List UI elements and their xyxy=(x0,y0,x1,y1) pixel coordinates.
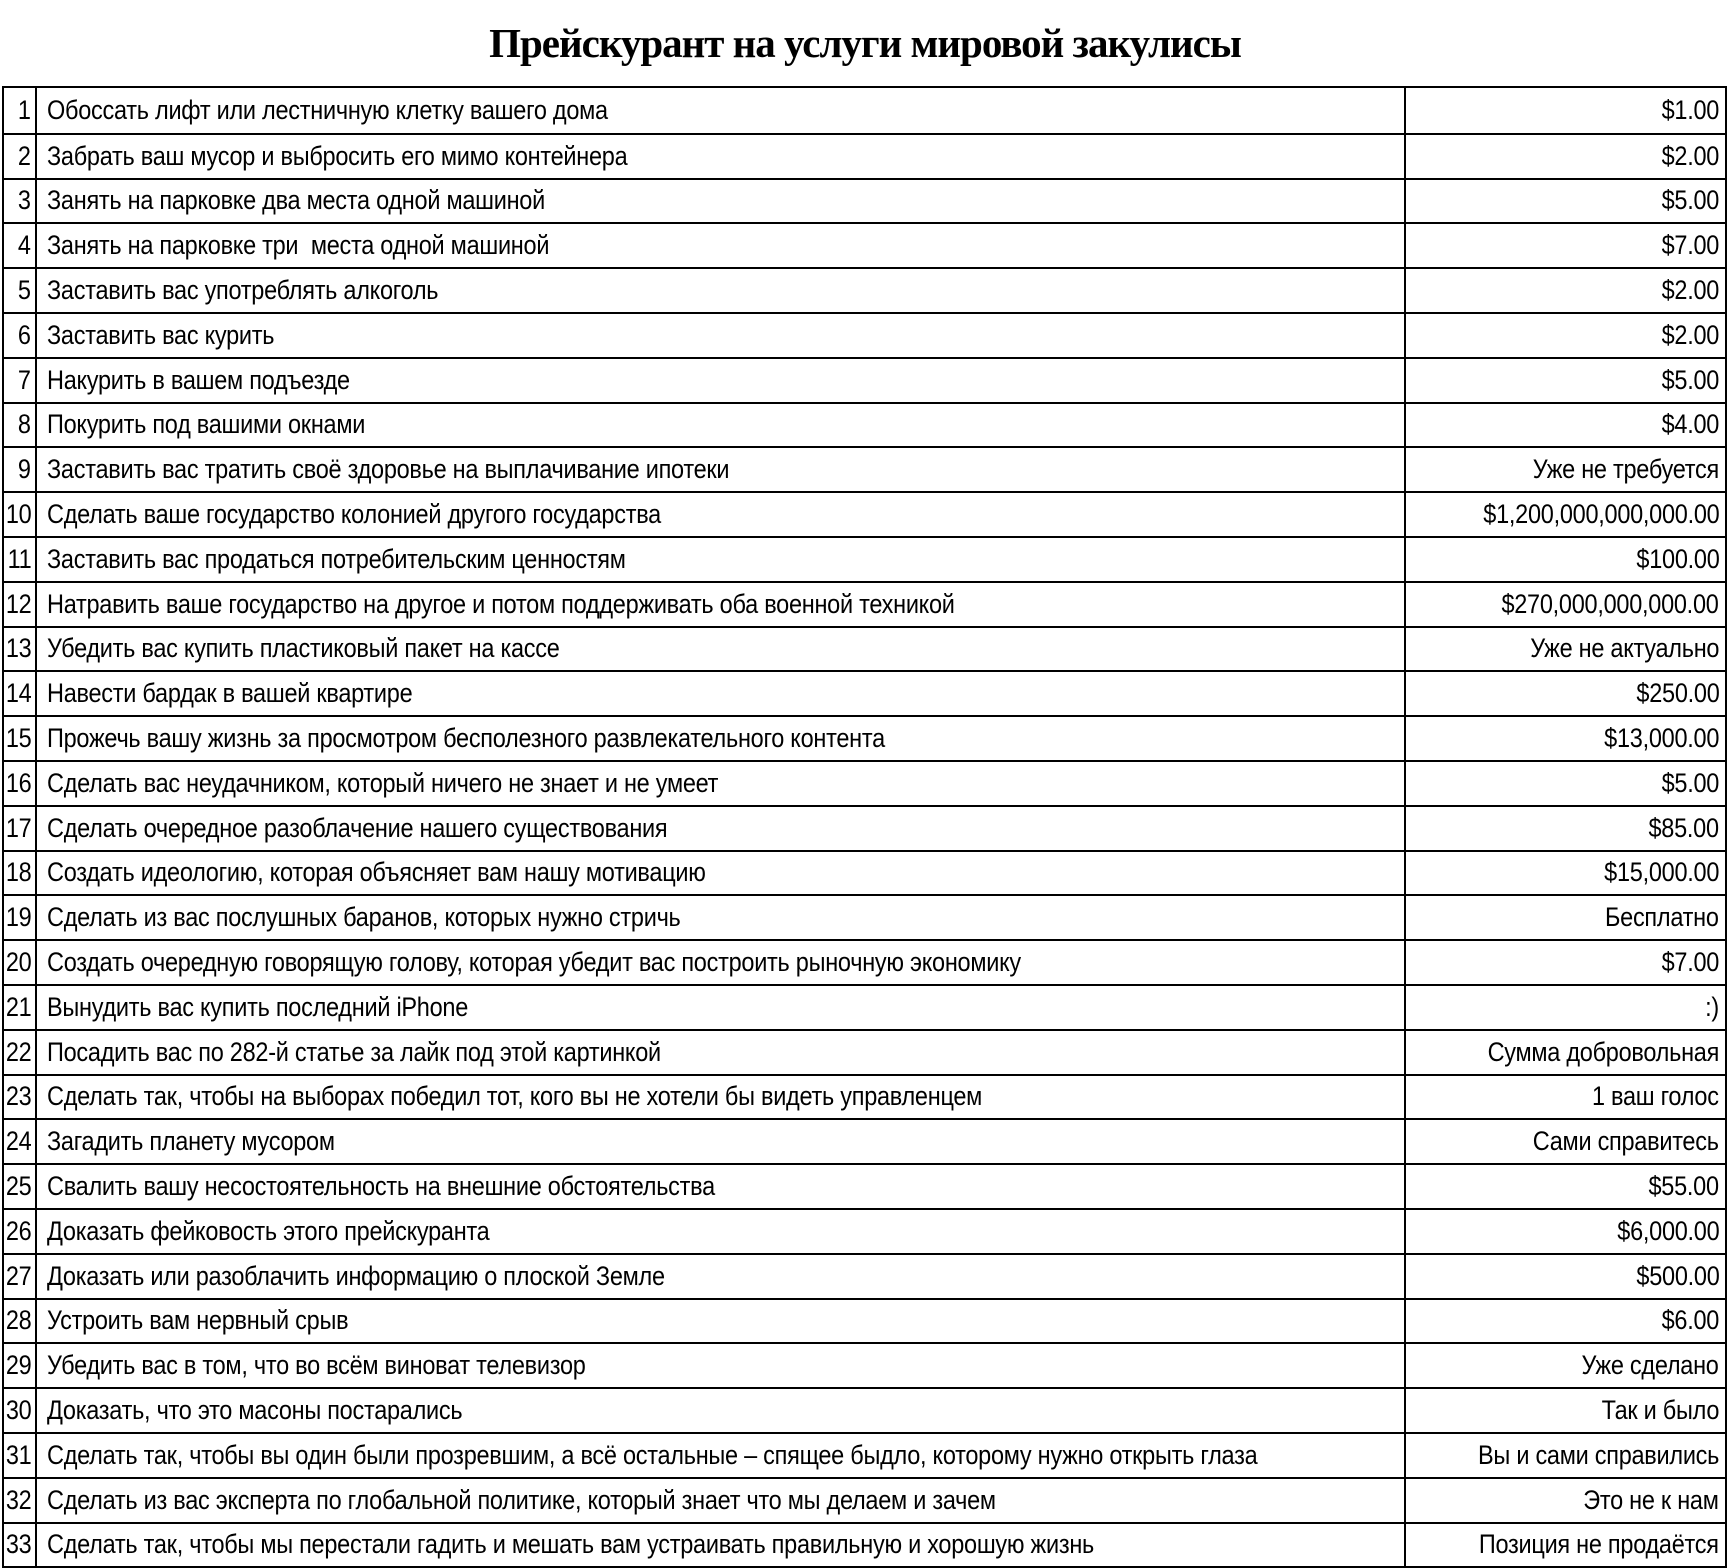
price-cell xyxy=(1406,1300,1725,1343)
price-cell xyxy=(1406,583,1725,626)
row-number-cell xyxy=(4,180,37,223)
service-price: $2.00 xyxy=(1661,140,1719,171)
service-cell xyxy=(37,493,1406,536)
table-row xyxy=(4,760,1725,805)
price-cell xyxy=(1406,224,1725,267)
service-price: $7.00 xyxy=(1661,947,1719,978)
row-number-cell xyxy=(4,941,37,984)
row-number: 32 xyxy=(5,1484,31,1515)
service-cell xyxy=(37,180,1406,223)
service-description: Занять на парковке три места одной машиной xyxy=(47,230,550,261)
title-bar xyxy=(0,0,1730,86)
service-cell xyxy=(37,135,1406,178)
row-number: 33 xyxy=(5,1529,31,1560)
row-number-cell xyxy=(4,224,37,267)
service-description: Заставить вас тратить своё здоровье на выплачивание ипотеки xyxy=(47,454,730,485)
service-cell xyxy=(37,1434,1406,1477)
service-price: Уже не требуется xyxy=(1532,454,1719,485)
service-description: Заставить вас употреблять алкоголь xyxy=(47,275,439,306)
service-cell xyxy=(37,1210,1406,1253)
table-row xyxy=(4,1029,1725,1074)
price-cell xyxy=(1406,807,1725,850)
row-number: 23 xyxy=(5,1081,31,1112)
price-cell xyxy=(1406,314,1725,357)
price-cell xyxy=(1406,538,1725,581)
service-price: $7.00 xyxy=(1661,230,1719,261)
row-number: 4 xyxy=(18,230,31,261)
row-number: 13 xyxy=(5,633,31,664)
service-price: $5.00 xyxy=(1661,185,1719,216)
service-description: Доказать или разоблачить информацию о плоской Земле xyxy=(47,1260,665,1291)
service-cell xyxy=(37,1524,1406,1567)
row-number-cell xyxy=(4,135,37,178)
row-number-cell xyxy=(4,88,37,133)
row-number-cell xyxy=(4,1344,37,1387)
table-row xyxy=(4,536,1725,581)
row-number: 28 xyxy=(5,1305,31,1336)
service-description: Навести бардак в вашей квартире xyxy=(47,678,413,709)
price-cell xyxy=(1406,717,1725,760)
service-price: Позиция не продаётся xyxy=(1479,1529,1719,1560)
service-cell xyxy=(37,448,1406,491)
table-row xyxy=(4,1208,1725,1253)
row-number: 18 xyxy=(5,857,31,888)
row-number-cell xyxy=(4,404,37,447)
row-number-cell xyxy=(4,1255,37,1298)
service-price: :) xyxy=(1705,991,1719,1022)
service-cell xyxy=(37,807,1406,850)
service-cell xyxy=(37,583,1406,626)
table-row xyxy=(4,1163,1725,1208)
service-price: Уже не актуально xyxy=(1530,633,1719,664)
price-cell xyxy=(1406,359,1725,402)
service-cell xyxy=(37,359,1406,402)
service-cell xyxy=(37,314,1406,357)
row-number: 6 xyxy=(18,319,31,350)
row-number: 2 xyxy=(18,140,31,171)
service-description: Свалить вашу несостоятельность на внешние обстоятельства xyxy=(47,1171,715,1202)
service-cell xyxy=(37,1389,1406,1432)
service-description: Прожечь вашу жизнь за просмотром бесполезного развлекательного контента xyxy=(47,723,885,754)
row-number: 11 xyxy=(7,543,31,574)
service-cell xyxy=(37,762,1406,805)
row-number-cell xyxy=(4,1524,37,1567)
row-number-cell xyxy=(4,359,37,402)
row-number-cell xyxy=(4,1031,37,1074)
price-cell xyxy=(1406,1389,1725,1432)
service-description: Убедить вас купить пластиковый пакет на кассе xyxy=(47,633,560,664)
row-number: 14 xyxy=(5,678,31,709)
table-row xyxy=(4,805,1725,850)
row-number: 5 xyxy=(18,275,31,306)
row-number: 8 xyxy=(18,409,31,440)
service-description: Сделать из вас послушных баранов, которых нужно стричь xyxy=(47,902,681,933)
row-number: 19 xyxy=(5,902,31,933)
table-row xyxy=(4,670,1725,715)
row-number-cell xyxy=(4,1076,37,1119)
row-number: 16 xyxy=(5,767,31,798)
service-cell xyxy=(37,1165,1406,1208)
row-number: 17 xyxy=(5,812,31,843)
service-price: Сами справитесь xyxy=(1533,1126,1719,1157)
service-description: Доказать фейковость этого прейскуранта xyxy=(47,1215,490,1246)
row-number: 7 xyxy=(18,364,31,395)
price-cell xyxy=(1406,1165,1725,1208)
row-number: 9 xyxy=(18,454,31,485)
service-cell xyxy=(37,1300,1406,1343)
price-table xyxy=(2,86,1727,1568)
service-price: $4.00 xyxy=(1661,409,1719,440)
service-description: Накурить в вашем подъезде xyxy=(47,364,350,395)
row-number: 24 xyxy=(5,1126,31,1157)
row-number: 21 xyxy=(5,991,31,1022)
table-row xyxy=(4,402,1725,447)
table-row xyxy=(4,222,1725,267)
service-price: $6,000.00 xyxy=(1616,1215,1719,1246)
price-cell xyxy=(1406,1344,1725,1387)
service-price: $2.00 xyxy=(1661,319,1719,350)
service-cell xyxy=(37,717,1406,760)
service-cell xyxy=(37,1479,1406,1522)
row-number-cell xyxy=(4,1210,37,1253)
table-row xyxy=(4,1253,1725,1298)
service-price: $85.00 xyxy=(1648,812,1719,843)
row-number: 10 xyxy=(5,499,31,530)
service-cell xyxy=(37,538,1406,581)
table-row xyxy=(4,491,1725,536)
table-row xyxy=(4,939,1725,984)
row-number: 30 xyxy=(5,1395,31,1425)
row-number-cell xyxy=(4,1165,37,1208)
service-price: $250.00 xyxy=(1635,678,1719,709)
service-description: Сделать очередное разоблачение нашего существования xyxy=(47,812,668,843)
service-description: Посадить вас по 282-й статье за лайк под этой картинкой xyxy=(47,1036,661,1067)
service-description: Заставить вас курить xyxy=(47,319,275,350)
service-description: Сделать так, чтобы мы перестали гадить и мешать вам устраивать правильную и хорошую жизнь xyxy=(47,1529,1095,1560)
service-cell xyxy=(37,269,1406,312)
row-number-cell xyxy=(4,314,37,357)
price-cell xyxy=(1406,135,1725,178)
table-row xyxy=(4,715,1725,760)
row-number-cell xyxy=(4,852,37,895)
price-cell xyxy=(1406,493,1725,536)
service-price: Вы и сами справились xyxy=(1477,1439,1719,1470)
price-cell xyxy=(1406,852,1725,895)
row-number-cell xyxy=(4,807,37,850)
service-description: Вынудить вас купить последний iPhone xyxy=(47,991,469,1022)
table-row xyxy=(4,267,1725,312)
price-cell xyxy=(1406,1524,1725,1567)
row-number: 22 xyxy=(5,1036,31,1067)
price-cell xyxy=(1406,1210,1725,1253)
table-row xyxy=(4,178,1725,223)
table-row xyxy=(4,446,1725,491)
service-price: $55.00 xyxy=(1648,1171,1719,1202)
service-description: Покурить под вашими окнами xyxy=(47,409,366,440)
row-number-cell xyxy=(4,717,37,760)
table-row xyxy=(4,1432,1725,1477)
table-row xyxy=(4,1118,1725,1163)
table-row xyxy=(4,894,1725,939)
service-price: $13,000.00 xyxy=(1604,723,1719,754)
price-cell xyxy=(1406,941,1725,984)
row-number-cell xyxy=(4,448,37,491)
page-title: Прейскурант на услуги мировой закулисы xyxy=(489,20,1241,66)
service-price: $6.00 xyxy=(1661,1305,1719,1336)
row-number: 27 xyxy=(5,1260,31,1291)
service-description: Доказать, что это масоны постарались xyxy=(47,1395,463,1425)
table-row xyxy=(4,88,1725,133)
table-row xyxy=(4,1522,1725,1567)
table-row xyxy=(4,133,1725,178)
price-cell xyxy=(1406,896,1725,939)
table-row xyxy=(4,1342,1725,1387)
price-cell xyxy=(1406,1255,1725,1298)
row-number-cell xyxy=(4,1434,37,1477)
price-cell xyxy=(1406,448,1725,491)
service-description: Загадить планету мусором xyxy=(47,1126,335,1157)
row-number-cell xyxy=(4,583,37,626)
row-number-cell xyxy=(4,538,37,581)
price-cell xyxy=(1406,762,1725,805)
table-row xyxy=(4,1387,1725,1432)
table-row xyxy=(4,357,1725,402)
service-description: Устроить вам нервный срыв xyxy=(47,1305,349,1336)
service-price: 1 ваш голос xyxy=(1592,1081,1719,1112)
price-cell xyxy=(1406,986,1725,1029)
service-cell xyxy=(37,88,1406,133)
row-number-cell xyxy=(4,1120,37,1163)
price-cell xyxy=(1406,1434,1725,1477)
row-number-cell xyxy=(4,628,37,671)
table-row xyxy=(4,626,1725,671)
service-cell xyxy=(37,1076,1406,1119)
row-number: 26 xyxy=(5,1215,31,1246)
row-number-cell xyxy=(4,493,37,536)
service-price: Бесплатно xyxy=(1605,902,1719,933)
service-price: Сумма добровольная xyxy=(1487,1036,1719,1067)
price-cell xyxy=(1406,1076,1725,1119)
service-cell xyxy=(37,404,1406,447)
service-price: $1,200,000,000,000.00 xyxy=(1482,499,1719,530)
service-cell xyxy=(37,672,1406,715)
service-price: $1.00 xyxy=(1661,94,1719,125)
row-number-cell xyxy=(4,762,37,805)
table-row xyxy=(4,850,1725,895)
service-cell xyxy=(37,628,1406,671)
service-price: $2.00 xyxy=(1661,275,1719,306)
service-cell xyxy=(37,896,1406,939)
row-number-cell xyxy=(4,986,37,1029)
service-price: Так и было xyxy=(1601,1395,1719,1425)
service-cell xyxy=(37,986,1406,1029)
service-price: $15,000.00 xyxy=(1604,857,1719,888)
service-description: Убедить вас в том, что во всём виноват телевизор xyxy=(47,1350,586,1381)
table-row xyxy=(4,984,1725,1029)
service-cell xyxy=(37,224,1406,267)
price-cell xyxy=(1406,628,1725,671)
service-cell xyxy=(37,941,1406,984)
row-number-cell xyxy=(4,1389,37,1432)
service-description: Натравить ваше государство на другое и потом поддерживать оба военной техникой xyxy=(47,588,955,619)
service-description: Обоссать лифт или лестничную клетку вашего дома xyxy=(47,94,608,125)
price-cell xyxy=(1406,1031,1725,1074)
row-number-cell xyxy=(4,269,37,312)
table-row xyxy=(4,581,1725,626)
service-description: Забрать ваш мусор и выбросить его мимо контейнера xyxy=(47,140,628,171)
service-cell xyxy=(37,1255,1406,1298)
service-description: Создать идеологию, которая объясняет вам нашу мотивацию xyxy=(47,857,706,888)
row-number: 3 xyxy=(18,185,31,216)
row-number: 12 xyxy=(5,588,31,619)
service-description: Сделать так, чтобы на выборах победил тот, кого вы не хотели бы видеть управленцем xyxy=(47,1081,983,1112)
price-cell xyxy=(1406,404,1725,447)
price-cell xyxy=(1406,1120,1725,1163)
service-cell xyxy=(37,852,1406,895)
service-price: $100.00 xyxy=(1635,543,1719,574)
service-price: $5.00 xyxy=(1661,364,1719,395)
row-number: 20 xyxy=(5,947,31,978)
service-price: $270,000,000,000.00 xyxy=(1501,588,1719,619)
table-row xyxy=(4,1298,1725,1343)
row-number-cell xyxy=(4,896,37,939)
service-description: Сделать из вас эксперта по глобальной политике, который знает что мы делаем и зачем xyxy=(47,1484,996,1515)
service-cell xyxy=(37,1344,1406,1387)
service-price: Это не к нам xyxy=(1583,1484,1719,1515)
service-description: Занять на парковке два места одной машиной xyxy=(47,185,545,216)
price-cell xyxy=(1406,672,1725,715)
service-price: Уже сделано xyxy=(1581,1350,1719,1381)
service-cell xyxy=(37,1120,1406,1163)
row-number-cell xyxy=(4,1300,37,1343)
price-cell xyxy=(1406,180,1725,223)
row-number-cell xyxy=(4,672,37,715)
service-description: Заставить вас продаться потребительским ценностям xyxy=(47,543,626,574)
price-cell xyxy=(1406,1479,1725,1522)
price-cell xyxy=(1406,88,1725,133)
service-description: Сделать вас неудачником, который ничего не знает и не умеет xyxy=(47,767,719,798)
row-number: 31 xyxy=(5,1439,31,1470)
price-cell xyxy=(1406,269,1725,312)
row-number-cell xyxy=(4,1479,37,1522)
row-number: 1 xyxy=(18,94,31,125)
service-price: $5.00 xyxy=(1661,767,1719,798)
service-description: Сделать так, чтобы вы один были прозревшим, а всё остальные – спящее быдло, которому нужно открыть глаза xyxy=(47,1439,1258,1470)
service-cell xyxy=(37,1031,1406,1074)
service-price: $500.00 xyxy=(1635,1260,1719,1291)
service-description: Сделать ваше государство колонией другого государства xyxy=(47,499,661,530)
table-row xyxy=(4,312,1725,357)
service-description: Создать очередную говорящую голову, которая убедит вас построить рыночную экономику xyxy=(47,947,1021,978)
table-row xyxy=(4,1477,1725,1522)
table-row xyxy=(4,1074,1725,1119)
row-number: 25 xyxy=(5,1171,31,1202)
row-number: 29 xyxy=(5,1350,31,1381)
row-number: 15 xyxy=(5,723,31,754)
